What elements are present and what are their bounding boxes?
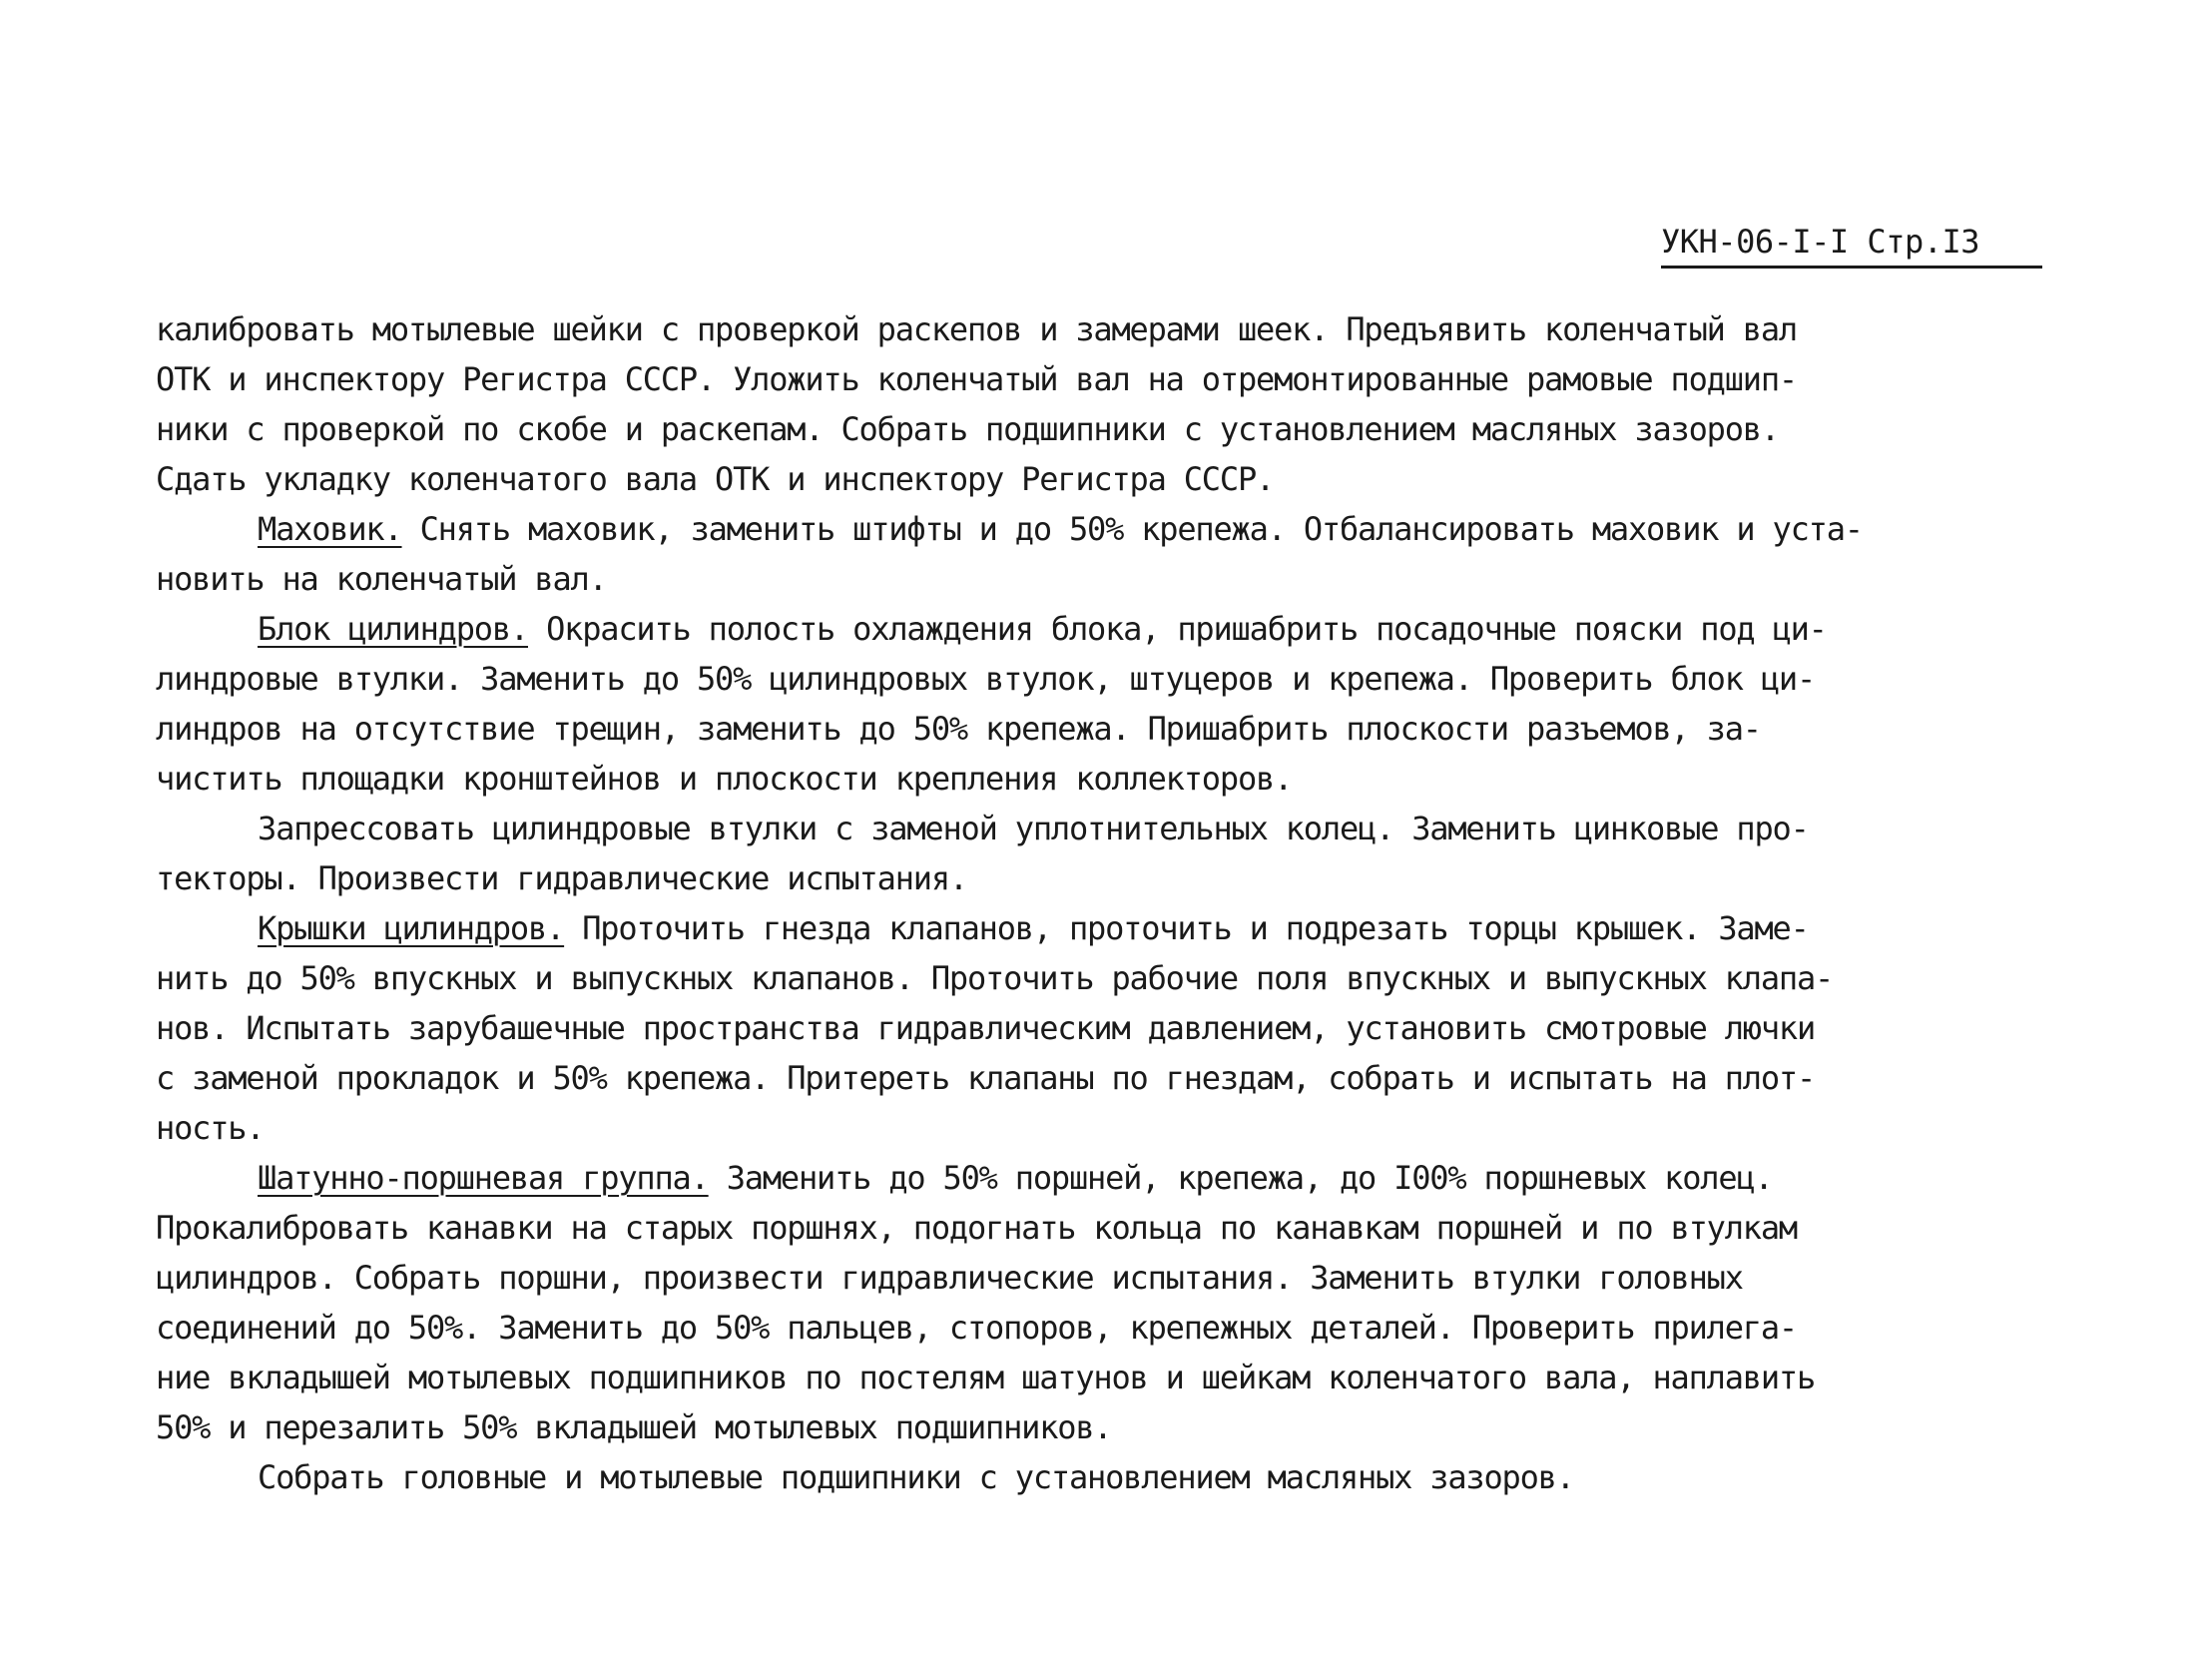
- line-text: соединений до 50%. Заменить до 50% пальцев, стопоров, крепежных деталей. Проверить прилега-: [156, 1309, 1797, 1347]
- line-text: Собрать головные и мотылевые подшипники с установлением масляных зазоров.: [258, 1458, 1574, 1496]
- line-text: цилиндров. Собрать поршни, произвести гидравлические испытания. Заменить втулки головных: [156, 1259, 1743, 1297]
- text-line-9: [156, 704, 2072, 754]
- section-heading-cylinder-covers: Крышки цилиндров.: [258, 909, 565, 947]
- line-text: ники с проверкой по скобе и раскепам. Собрать подшипники с установлением масляных зазоров.: [156, 410, 1779, 448]
- text-line-23: [156, 1402, 2072, 1452]
- text-line-14: [156, 953, 2072, 1003]
- line-text: калибровать мотылевые шейки с проверкой раскепов и замерами шеек. Предъявить коленчатый вал: [156, 310, 1797, 348]
- line-text: Прокалибровать канавки на старых поршнях, подогнать кольца по канавкам поршней и по втулкам: [156, 1209, 1797, 1247]
- line-text: ность.: [156, 1109, 265, 1147]
- document-body: [156, 304, 2072, 1502]
- line-text: текторы. Произвести гидравлические испытания.: [156, 859, 967, 897]
- document-reference: УКН-06-I-I Стр.I3: [1661, 218, 2042, 269]
- text-line-5: [156, 504, 2072, 554]
- text-line-12: [156, 853, 2072, 903]
- line-text: ние вкладышей мотылевых подшипников по постелям шатунов и шейкам коленчатого вала, наплавить: [156, 1359, 1816, 1396]
- section-heading-flywheel: Маховик.: [258, 510, 402, 548]
- text-line-19: [156, 1203, 2072, 1253]
- text-line-4: [156, 454, 2072, 504]
- text-line-18: [156, 1153, 2072, 1203]
- section-heading-piston-group: Шатунно-поршневая группа.: [258, 1159, 709, 1197]
- line-text: Проточить гнезда клапанов, проточить и подрезать торцы крышек. Заме-: [564, 909, 1809, 947]
- text-line-1: [156, 304, 2072, 354]
- line-text: Запрессовать цилиндровые втулки с заменой уплотнительных колец. Заменить цинковые про-: [258, 810, 1809, 847]
- line-text: Снять маховик, заменить штифты и до 50% крепежа. Отбалансировать маховик и уста-: [401, 510, 1863, 548]
- line-text: чистить площадки кронштейнов и плоскости крепления коллекторов.: [156, 760, 1293, 798]
- text-line-10: [156, 754, 2072, 804]
- text-line-20: [156, 1253, 2072, 1303]
- text-line-13: [156, 903, 2072, 953]
- line-text: Заменить до 50% поршней, крепежа, до I00% поршневых колец.: [708, 1159, 1773, 1197]
- line-text: ОТК и инспектору Регистра СССР. Уложить коленчатый вал на отремонтированные рамовые подшип-: [156, 360, 1797, 398]
- text-line-24: [156, 1452, 2072, 1502]
- text-line-15: [156, 1003, 2072, 1053]
- text-line-6: [156, 554, 2072, 604]
- line-text: линдровые втулки. Заменить до 50% цилиндровых втулок, штуцеров и крепежа. Проверить блок ци-: [156, 660, 1816, 698]
- text-line-11: [156, 804, 2072, 853]
- line-text: Окрасить полость охлаждения блока, пришабрить посадочные пояски под ци-: [528, 610, 1827, 648]
- text-line-21: [156, 1303, 2072, 1353]
- line-text: линдров на отсутствие трещин, заменить до 50% крепежа. Пришабрить плоскости разъемов, за-: [156, 710, 1761, 748]
- text-line-3: [156, 404, 2072, 454]
- text-line-16: [156, 1053, 2072, 1103]
- line-text: Сдать укладку коленчатого вала ОТК и инспектору Регистра СССР.: [156, 460, 1275, 498]
- text-line-8: [156, 654, 2072, 704]
- text-line-17: [156, 1103, 2072, 1153]
- text-line-7: [156, 604, 2072, 654]
- line-text: 50% и перезалить 50% вкладышей мотылевых подшипников.: [156, 1408, 1112, 1446]
- line-text: с заменой прокладок и 50% крепежа. Притереть клапаны по гнездам, собрать и испытать на плот-: [156, 1059, 1816, 1097]
- section-heading-cylinder-block: Блок цилиндров.: [258, 610, 528, 648]
- line-text: новить на коленчатый вал.: [156, 560, 607, 598]
- text-line-22: [156, 1353, 2072, 1402]
- line-text: нить до 50% впускных и выпускных клапанов. Проточить рабочие поля впускных и выпускных клапа-: [156, 959, 1834, 997]
- text-line-2: [156, 354, 2072, 404]
- line-text: нов. Испытать зарубашечные пространства гидравлическим давлением, установить смотровые лючки: [156, 1009, 1816, 1047]
